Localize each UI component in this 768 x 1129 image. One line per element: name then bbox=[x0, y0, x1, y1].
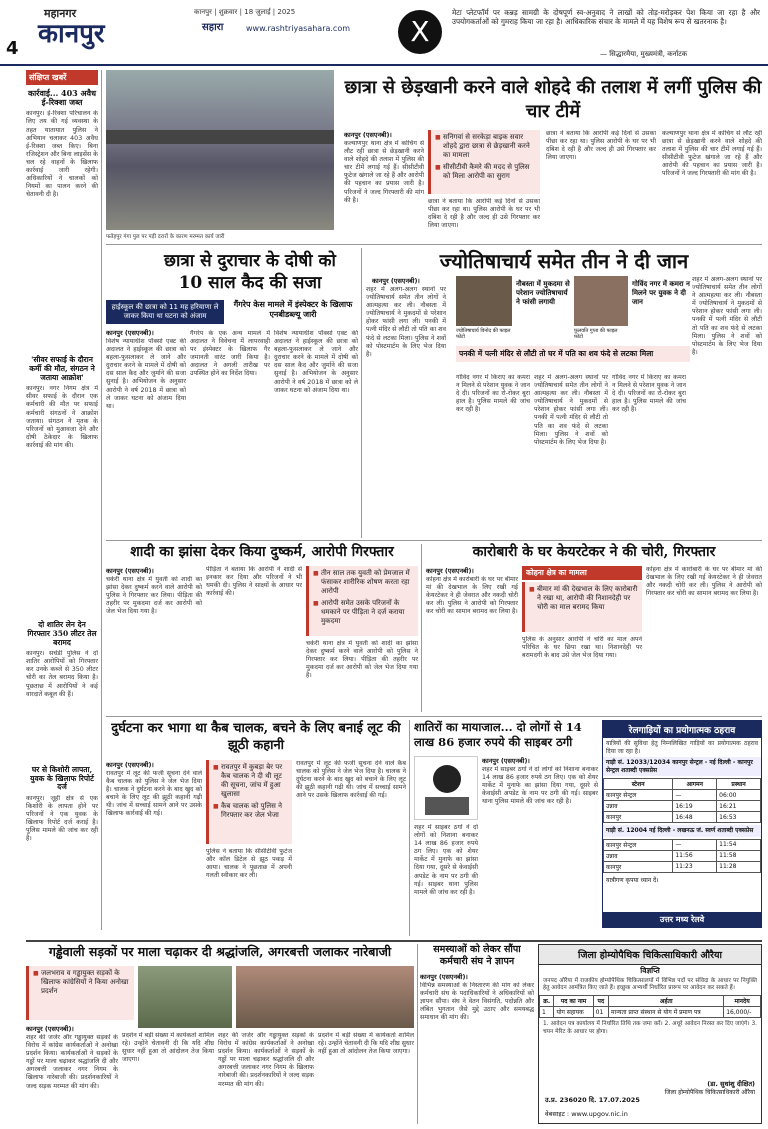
brief-news-column bbox=[26, 70, 98, 930]
brief-headline-2: 'सीवर सफाई के दौरान कर्मी की मौत, संगठन ने जताया आक्रोश' bbox=[29, 355, 95, 382]
divider-1 bbox=[106, 244, 762, 245]
top-story-body: कल्याणपुर थाना क्षेत्र में कोचिंग से लौट रही छात्रा से छेड़खानी करने वाले शोहदे की तलाश में पुलिस की चार टीमें लगाई गई हैं। सीसीटीवी फुटेज खंगाले जा रहे हैं और आरोपी की पहचान का प्रयास जारी है। परिजनों ने जल्द गिरफ्तारी की मांग की है। bbox=[344, 140, 424, 204]
masthead bbox=[0, 0, 768, 66]
top-story-title: छात्रा से छेड़खानी करने वाले शोहदे की तलाश में लगीं पुलिस की चार टीमें bbox=[344, 77, 762, 122]
theft-tag: कोहना क्षेत्र का मामला bbox=[522, 566, 642, 580]
table-row: कानपुर 11:23 11:28 bbox=[604, 861, 761, 872]
brief-headline-4: घर से किशोरी लापता, युवक के खिलाफ रिपोर्ट दर्ज bbox=[30, 765, 94, 792]
paper-logo: सहारा bbox=[202, 22, 224, 33]
table-row: उन्नाव 16:19 16:21 bbox=[604, 801, 761, 812]
brief-body-2: कानपुर। नगर निगम क्षेत्र में सीवर सफाई के दौरान एक कर्मचारी की मौत पर सफाई कर्मचारी संगठनों ने आक्रोश जताया। संगठन ने मृतक के परिजनों को मुआवजा देने और दोषी ठेकेदार के खिलाफ कार्रवाई की मांग की। bbox=[26, 385, 98, 449]
deceit-highlight-1: ■ तीन साल तक युवती को प्रेमजाल में फंसाकर शारीरिक शोषण करता रहा आरोपी bbox=[313, 569, 414, 596]
railway-note: यात्रीगण कृपया ध्यान दें। bbox=[606, 876, 659, 884]
railway-th-departure: प्रस्थान bbox=[717, 779, 761, 790]
website: www.rashtriyasahara.com bbox=[246, 24, 351, 33]
page-number: 4 bbox=[6, 38, 19, 59]
cab-highlights bbox=[206, 760, 292, 844]
brief-news-tag: संक्षिप्त खबरें bbox=[26, 70, 98, 85]
vdivider-cyber bbox=[409, 720, 410, 936]
court-story-body-3: विशेष न्यायाधीश पॉक्सो एक्ट की अदालत ने हाईस्कूल की छात्रा को बहला-फुसलाकर ले जाने और दुराचार करने के मामले में दोषी को दस साल कैद और जुर्माने की सजा सुनाई है। अभियोजन के अनुसार आरोपी ने वर्ष 2018 में छात्रा को ले जाकर घटना को अंजाम दिया था। bbox=[274, 330, 358, 394]
roads-highlight-1: ■ जलभराव व गड्ढायुक्त सड़कों के खिलाफ कांग्रेसियों ने किया अनोखा प्रदर्शन bbox=[33, 969, 130, 996]
astro-story-dateline: कानपुर (एसएनबी)। bbox=[372, 277, 420, 285]
cab-story-body-2: पुलिस ने बताया कि सीसीटीवी फुटेज और कॉल डिटेल से झूठ पकड़ में आया। चालक ने पूछताछ में अपनी गलती स्वीकार कर ली। bbox=[206, 848, 292, 880]
roads-story-title: गड्ढेवाली सड़कों पर माला चढ़ाकर दी श्रद्धांजलि, अगरबत्ती जलाकर नारेबाजी bbox=[48, 944, 392, 959]
vdivider-union bbox=[417, 944, 418, 1124]
cyber-story-title: शातिरों का मायाजाल... दो लोगों से 14 लाख 86 हजार रुपये की साइबर ठगी bbox=[414, 720, 582, 749]
homeo-terms: 1. आवेदन पत्र कार्यालय में निर्धारित तिथि तक जमा करें। 2. अधूरे आवेदन निरस्त कर दिए जाएंगे। 3. चयन मेरिट के आधार पर होगा। bbox=[543, 1021, 757, 1035]
divider-2 bbox=[106, 540, 762, 541]
table-row: 1 योग सहायक 01 मान्यता प्राप्त संस्थान से योग में प्रमाण पत्र 16,000/- bbox=[540, 1007, 761, 1018]
court-story-title: छात्रा से दुराचार के दोषी को 10 साल कैद की सजा bbox=[164, 251, 336, 293]
railway-table-1 bbox=[603, 778, 761, 823]
table-row: उन्नाव 11:56 11:58 bbox=[604, 850, 761, 861]
brief-body-4: कानपुर। जूही क्षेत्र से एक किशोरी के लापता होने पर परिजनों ने एक युवक के खिलाफ रिपोर्ट दर्ज कराई है। पुलिस मामले की जांच कर रही है। bbox=[26, 795, 98, 843]
brief-headline-3: दो शातिर लेन देन गिरफ्तार 350 लीटर तेल बरामद bbox=[27, 620, 97, 647]
cab-story-body-3: रावतपुर में लूट की फर्जी सूचना देने वाले कैब चालक को पुलिस ने जेल भेज दिया है। चालक ने दुर्घटना करने के बाद खुद को बचाने के लिए लूट की झूठी कहानी गढ़ी थी। जांच में सच्चाई सामने आने पर उसके खिलाफ कार्रवाई की गई। bbox=[296, 760, 406, 800]
homeo-sign: (डा. सुधांशु दीक्षित) bbox=[707, 1080, 755, 1088]
astro-bullet: पनकी में पत्नी मंदिर से लौटी तो घर में पति का शव फंदे से लटका मिला bbox=[456, 346, 690, 362]
table-row: कानपुर सेन्ट्रल — 06:00 bbox=[604, 790, 761, 801]
cyber-story-body: शहर में साइबर ठगों ने दो लोगों को निशाना बनाकर 14 लाख 86 हजार रुपये ठग लिए। एक को शेयर मार्केट में मुनाफे का झांसा दिया गया, दूसरे से केवाईसी अपडेट के नाम पर ठगी की गई। साइबर थाना पुलिस मामले की जांच कर रही है। bbox=[482, 766, 598, 806]
astro-photo-2 bbox=[574, 276, 628, 326]
deceit-story-body: चकेरी थाना क्षेत्र में युवती को शादी का झांसा देकर दुष्कर्म करने वाले आरोपी को पुलिस ने गिरफ्तार कर लिया। पीड़िता की तहरीर पर मुकदमा दर्ज कर आरोपी को जेल भेज दिया गया है। bbox=[106, 576, 202, 616]
astro-box-2: गोविंद नगर में कमरा न मिलने पर युवक ने दी जान bbox=[632, 280, 690, 306]
brief-body-1: कानपुर। ई-रिक्शा परिचालन के लिए तय की गई व्यवस्था के तहत यातायात पुलिस ने अभियान चलाकर 403 अवैध ई-रिक्शा जब्त किए। बिना रजिस्ट्रेशन और बिना लाइसेंस के चल रहे वाहनों के खिलाफ कार्रवाई जारी रहेगी। अधिकारियों ने चालकों को नियमों का पालन करने की चेतावनी दी है। bbox=[26, 110, 98, 199]
deceit-story-body-3: चकेरी थाना क्षेत्र में युवती को शादी का झांसा देकर दुष्कर्म करने वाले आरोपी को पुलिस ने गिरफ्तार कर लिया। पीड़िता की तहरीर पर मुकदमा दर्ज कर आरोपी को जेल भेज दिया गया है। bbox=[306, 640, 418, 680]
homeo-web: वेबसाइट : www.upgov.nic.in bbox=[545, 1110, 628, 1118]
homeo-ad-intro: जनपद औरैया में राजकीय होम्योपैथिक चिकित्सालयों में विभिन्न पदों पर संविदा के आधार पर नियुक्ति हेतु आवेदन आमंत्रित किए जाते हैं। इच्छुक अभ्यर्थी निर्धारित प्रारूप पर आवेदन कर सकते हैं। bbox=[543, 978, 757, 992]
union-story-title: समस्याओं को लेकर सौंपा कर्मचारी संघ ने ज्ञापन bbox=[433, 944, 521, 967]
top-story-highlights bbox=[428, 130, 540, 194]
cyber-story-body-2: शहर में साइबर ठगों ने दो लोगों को निशाना बनाकर 14 लाख 86 हजार रुपये ठग लिए। एक को शेयर मार्केट में मुनाफे का झांसा दिया गया, दूसरे से केवाईसी अपडेट के नाम पर ठगी की गई। साइबर थाना पुलिस मामले की जांच कर रही है। bbox=[414, 824, 478, 896]
cab-highlight-1: ■ रावतपुर में कुबड़ा बेर पर कैब चालक ने दी थी लूट की सूचना, जांच में हुआ खुलासा bbox=[213, 763, 288, 799]
roads-story-body-3: शहर की जर्जर और गड्ढायुक्त सड़कों के विरोध में कांग्रेस कार्यकर्ताओं ने अनोखा प्रदर्शन किया। कार्यकर्ताओं ने सड़कों के गड्ढों पर माला चढ़ाकर श्रद्धांजलि दी और अगरबत्ती जलाकर नगर निगम के खिलाफ नारेबाजी की। प्रदर्शनकारियों ने जल्द सड़क मरम्मत की मांग की। bbox=[218, 1032, 314, 1088]
astro-caption-2: फुलवति गुप्ता की फाइल फोटो bbox=[574, 328, 618, 340]
railway-th-station: स्टेशन bbox=[604, 779, 673, 790]
bridge-deck bbox=[106, 130, 334, 144]
astro-story-body-2: गोविंद नगर में किराए का कमरा न मिलने से परेशान युवक ने जान दे दी। परिजनों का रो-रोकर बुरा हाल है। पुलिस मामले की जांच कर रही है। bbox=[456, 374, 530, 414]
astro-story-body-4: गोविंद नगर में किराए का कमरा न मिलने से परेशान युवक ने जान दे दी। परिजनों का रो-रोकर बुरा हाल है। पुलिस मामले की जांच कर रही है। bbox=[612, 374, 686, 414]
protest-photo-1 bbox=[138, 966, 232, 1028]
astro-photo-1 bbox=[456, 276, 512, 326]
theft-highlight-1: ■ बीमार मां की देखभाल के लिए कारोबारी ने रखा था, आरोपी की निशानदेही पर चोरी का माल बरामद किया bbox=[529, 585, 638, 612]
astro-story-body-5: शहर में अलग-अलग स्थानों पर ज्योतिषाचार्य समेत तीन लोगों ने आत्महत्या कर ली। नौबस्ता में ज्योतिषाचार्य ने मुकदमों से परेशान होकर फांसी लगा ली। पनकी में पत्नी मंदिर से लौटी तो पति का शव फंदे से लटका मिला। पुलिस ने शवों को पोस्टमार्टम के लिए भेज दिया है। bbox=[692, 276, 762, 356]
top-story-body-4: कल्याणपुर थाना क्षेत्र में कोचिंग से लौट रही छात्रा से छेड़खानी करने वाले शोहदे की तलाश में पुलिस की चार टीमें लगाई गई हैं। सीसीटीवी फुटेज खंगाले जा रहे हैं और आरोपी की पहचान का प्रयास जारी है। परिजनों ने जल्द गिरफ्तारी की मांग की है। bbox=[662, 130, 762, 178]
roads-story-dateline: कानपुर (एसएनबी)। bbox=[26, 1025, 74, 1033]
court-story-body-2: गैंगरेप के एक अन्य मामले में अदालत ने विवेचना में लापरवाही पर इंस्पेक्टर के खिलाफ गैर जमानती वारंट जारी किया है। अदालत ने अगली तारीख पर उपस्थित होने का निर्देश दिया। bbox=[190, 330, 270, 378]
roads-story-body-4: प्रदर्शन में बड़ी संख्या में कार्यकर्ता शामिल रहे। उन्होंने चेतावनी दी कि यदि शीघ्र सुधार नहीं हुआ तो आंदोलन तेज किया जाएगा। bbox=[318, 1032, 414, 1056]
x-quote: मेटा प्लेटफॉर्म पर कन्नड़ सामग्री के दोषपूर्ण स्व-अनुवाद ने लाखों को तोड़-मरोड़कर पेश किया जा रहा है और उपयोगकर्ताओं को गुमराह किया जा रहा है। आधिकारिक संचार के मामले में यह विशेष रूप से खतरनाक है। bbox=[452, 8, 760, 27]
x-signature: — सिद्धारमैया, मुख्यमंत्री, कर्नाटक bbox=[600, 50, 688, 58]
astro-story-title: ज्योतिषाचार्य समेत तीन ने दी जान bbox=[439, 249, 689, 273]
cab-highlight-2: ■ कैब चालक को पुलिस ने गिरफ्तार कर जेल भेजा bbox=[213, 802, 288, 820]
theft-story-body-3: कोहना क्षेत्र में कारोबारी के घर पर बीमार मां की देखभाल के लिए रखी गई केयरटेकर ने ही जेवरात और नकदी चोरी कर ली। पुलिस ने आरोपी को गिरफ्तार कर चोरी का सामान बरामद कर लिया है। bbox=[646, 566, 762, 598]
bridge-photo-caption: फतेहपुर गंगा पुल पर पड़ी दरारों के कारण मरम्मत कार्य जारी bbox=[106, 234, 225, 240]
astro-story-body: शहर में अलग-अलग स्थानों पर ज्योतिषाचार्य समेत तीन लोगों ने आत्महत्या कर ली। नौबस्ता में ज्योतिषाचार्य ने मुकदमों से परेशान होकर फांसी लगा ली। पनकी में पत्नी मंदिर से लौटी तो पति का शव फंदे से लटका मिला। पुलिस ने शवों को पोस्टमार्टम के लिए भेज दिया है। bbox=[366, 286, 446, 358]
court-story-sub1: हाईस्कूल की छात्रा को 11 मह हरियाणा ले जाकर किया था घटना को अंजाम bbox=[106, 300, 224, 324]
table-row: कानपुर 16:48 16:53 bbox=[604, 812, 761, 823]
railway-ad-title: रेलगाड़ियों का प्रयोगात्मक ठहराव bbox=[603, 721, 761, 738]
astro-caption-1: ज्योतिषाचार्य विनोद की फाइल फोटो bbox=[456, 328, 511, 340]
header-rule bbox=[0, 64, 768, 66]
homeo-sign-role: जिला होम्योपैथिक चिकित्साधिकारी औरैया bbox=[664, 1089, 755, 1096]
homeo-ad-sub: विज्ञप्ति bbox=[640, 966, 660, 975]
theft-story-dateline: कानपुर (एसएनबी)। bbox=[426, 567, 474, 575]
divider-3 bbox=[106, 716, 762, 717]
hacker-icon bbox=[433, 765, 461, 793]
union-story-dateline: कानपुर (एसएनबी)। bbox=[420, 973, 468, 981]
court-story-sub2: गैंगरेप केस मामले में इंस्पेक्टर के खिलाफ एनबीडब्ल्यू जारी bbox=[233, 300, 353, 319]
edition-label: महानगर bbox=[44, 7, 77, 20]
deceit-story-title: शादी का झांसा देकर किया दुष्कर्म, आरोपी गिरफ्तार bbox=[130, 544, 394, 560]
vdivider-theft bbox=[421, 544, 422, 712]
x-logo-icon: X bbox=[398, 10, 442, 54]
homeo-ref: उ.प्र. 236020 दि. 17.07.2025 bbox=[545, 1096, 640, 1104]
cab-story-title: दुर्घटना कर भागा था कैब चालक, बचने के लिए बनाई लूट की झूठी कहानी bbox=[111, 721, 401, 753]
protest-photo-2 bbox=[236, 966, 414, 1028]
date-line: कानपुर | शुक्रवार | 18 जुलाई | 2025 bbox=[194, 8, 296, 16]
railway-table-2 bbox=[603, 839, 761, 873]
cab-story-dateline: कानपुर (एसएनबी)। bbox=[106, 761, 154, 769]
railway-th-arrival: आगमन bbox=[673, 779, 717, 790]
table-row: कानपुर सेन्ट्रल — 11:54 bbox=[604, 839, 761, 850]
railway-footer: उत्तर मध्य रेलवे bbox=[603, 912, 761, 927]
top-story-body-3: छात्रा ने बताया कि आरोपी कई दिनों से उसका पीछा कर रहा था। पुलिस आरोपी के घर पर भी दबिश दे रही है और जल्द ही उसे गिरफ्तार कर लिया जाएगा। bbox=[546, 130, 656, 162]
railway-train-2: गाड़ी सं. 12004 नई दिल्ली - लखनऊ जं. स्वर्ण शताब्दी एक्सप्रेस bbox=[603, 825, 761, 837]
highlight-2: ■ सीसीटीवी कैमरे की मदद से पुलिस को मिला आरोपी का सुराग bbox=[435, 163, 536, 181]
theft-highlight bbox=[522, 582, 642, 632]
cab-story-body: रावतपुर में लूट की फर्जी सूचना देने वाले कैब चालक को पुलिस ने जेल भेज दिया है। चालक ने दुर्घटना करने के बाद खुद को बचाने के लिए लूट की झूठी कहानी गढ़ी थी। जांच में सच्चाई सामने आने पर उसके खिलाफ कार्रवाई की गई। bbox=[106, 770, 202, 818]
highlight-1: ■ सनिगवां से सरकेड़ा बाइक सवार शोहदे द्वारा छात्रा से छेड़खानी करने का मामला bbox=[435, 133, 536, 160]
railway-ad bbox=[602, 720, 762, 928]
court-story-body: विशेष न्यायाधीश पॉक्सो एक्ट की अदालत ने हाईस्कूल की छात्रा को बहला-फुसलाकर ले जाने और दुराचार करने के मामले में दोषी को दस साल कैद और जुर्माने की सजा सुनाई है। अभियोजन के अनुसार आरोपी ने वर्ष 2018 में छात्रा को ले जाकर घटना को अंजाम दिया था। bbox=[106, 338, 186, 410]
roads-story-body-2: प्रदर्शन में बड़ी संख्या में कार्यकर्ता शामिल रहे। उन्होंने चेतावनी दी कि यदि शीघ्र सुधार नहीं हुआ तो आंदोलन तेज किया जाएगा। bbox=[122, 1032, 214, 1064]
theft-story-body: कोहना क्षेत्र में कारोबारी के घर पर बीमार मां की देखभाल के लिए रखी गई केयरटेकर ने ही जेवरात और नकदी चोरी कर ली। पुलिस ने आरोपी को गिरफ्तार कर चोरी का सामान बरामद कर लिया है। bbox=[426, 576, 518, 616]
homeo-ad-title: जिला होम्योपैथिक चिकित्साधिकारी औरैया bbox=[539, 945, 761, 965]
astro-story-body-3: शहर में अलग-अलग स्थानों पर ज्योतिषाचार्य समेत तीन लोगों ने आत्महत्या कर ली। नौबस्ता में ज्योतिषाचार्य ने मुकदमों से परेशान होकर फांसी लगा ली। पनकी में पत्नी मंदिर से लौटी तो पति का शव फंदे से लटका मिला। पुलिस ने शवों को पोस्टमार्टम के लिए भेज दिया है। bbox=[534, 374, 608, 446]
cyber-illustration bbox=[414, 756, 478, 820]
homeo-ad bbox=[538, 944, 762, 1124]
sidebar-divider bbox=[101, 70, 102, 930]
cyber-story-dateline: कानपुर (एसएनबी)। bbox=[482, 757, 530, 765]
astro-box-1: नौबस्ता में मुकदमा से परेशान ज्योतिषाचार्य ने फांसी लगायी bbox=[516, 280, 570, 306]
union-story-body: विभिन्न समस्याओं के निस्तारण की मांग को लेकर कर्मचारी संघ के पदाधिकारियों ने अधिकारियों को ज्ञापन सौंपा। संघ ने वेतन विसंगति, पदोन्नति और लंबित भुगतान जैसे मुद्दे उठाए और समयबद्ध समाधान की मांग की। bbox=[420, 982, 534, 1022]
railway-train-1: गाड़ी सं. 12033/12034 कानपुर सेन्ट्रल - नई दिल्ली - कानपुर सेन्ट्रल शताब्दी एक्सप्रेस bbox=[603, 757, 761, 776]
bridge-photo bbox=[106, 70, 334, 230]
deceit-highlight-2: ■ आरोपी समेत उसके परिजनों के धमकाने पर पीड़िता ने दर्ज कराया मुकदमा bbox=[313, 599, 414, 626]
brief-body-3: कानपुर। सचेंडी पुलिस ने दो शातिर आरोपियों को गिरफ्तार कर उनके कब्जे से 350 लीटर चोरी का तेल बरामद किया है। पूछताछ में आरोपियों ने कई वारदातें कबूल की हैं। bbox=[26, 650, 98, 698]
divider-4 bbox=[26, 940, 762, 942]
court-story-dateline: कानपुर (एसएनबी)। bbox=[106, 329, 154, 337]
vdivider-astro bbox=[361, 248, 362, 538]
deceit-story-dateline: कानपुर (एसएनबी)। bbox=[106, 567, 154, 575]
theft-story-body-2: पुलिस के अनुसार आरोपी ने चोरी का माल अपने परिचित के घर छिपा रखा था। निशानदेही पर बरामदगी के बाद उसे जेल भेज दिया गया। bbox=[522, 636, 642, 660]
city-title: कानपुर bbox=[38, 19, 105, 49]
top-story-body-2: छात्रा ने बताया कि आरोपी कई दिनों से उसका पीछा कर रहा था। पुलिस आरोपी के घर पर भी दबिश दे रही है और जल्द ही उसे गिरफ्तार कर लिया जाएगा। bbox=[428, 198, 540, 230]
homeo-table: क्र. पद का नाम पद अर्हता मानदेय 1 योग सहायक 01 मान्यता प्राप्त संस्थान से योग में प्रमाण पत्र 16,000/- bbox=[539, 995, 761, 1018]
roads-story-body: शहर की जर्जर और गड्ढायुक्त सड़कों के विरोध में कांग्रेस कार्यकर्ताओं ने अनोखा प्रदर्शन किया। कार्यकर्ताओं ने सड़कों के गड्ढों पर माला चढ़ाकर श्रद्धांजलि दी और अगरबत्ती जलाकर नगर निगम के खिलाफ नारेबाजी की। प्रदर्शनकारियों ने जल्द सड़क मरम्मत की मांग की। bbox=[26, 1034, 118, 1090]
roads-highlight bbox=[26, 966, 134, 1020]
top-story-dateline: कानपुर (एसएनबी)। bbox=[344, 131, 392, 139]
laptop-icon bbox=[425, 797, 469, 815]
railway-ad-intro: यात्रियों की सुविधा हेतु निम्नलिखित गाड़ियों का प्रयोगात्मक ठहराव दिया जा रहा है। bbox=[606, 740, 758, 755]
deceit-highlights bbox=[306, 566, 418, 636]
theft-story-title: कारोबारी के घर केयरटेकर ने की चोरी, गिरफ्तार bbox=[472, 544, 716, 560]
deceit-story-body-2: पीड़िता ने बताया कि आरोपी ने शादी से इनकार कर दिया और परिजनों ने भी धमकी दी। पुलिस ने साक्ष्यों के आधार पर कार्रवाई की। bbox=[206, 566, 302, 598]
brief-headline-1: कार्रवाई... 403 अवैध ई-रिक्शा जब्त bbox=[27, 88, 97, 108]
